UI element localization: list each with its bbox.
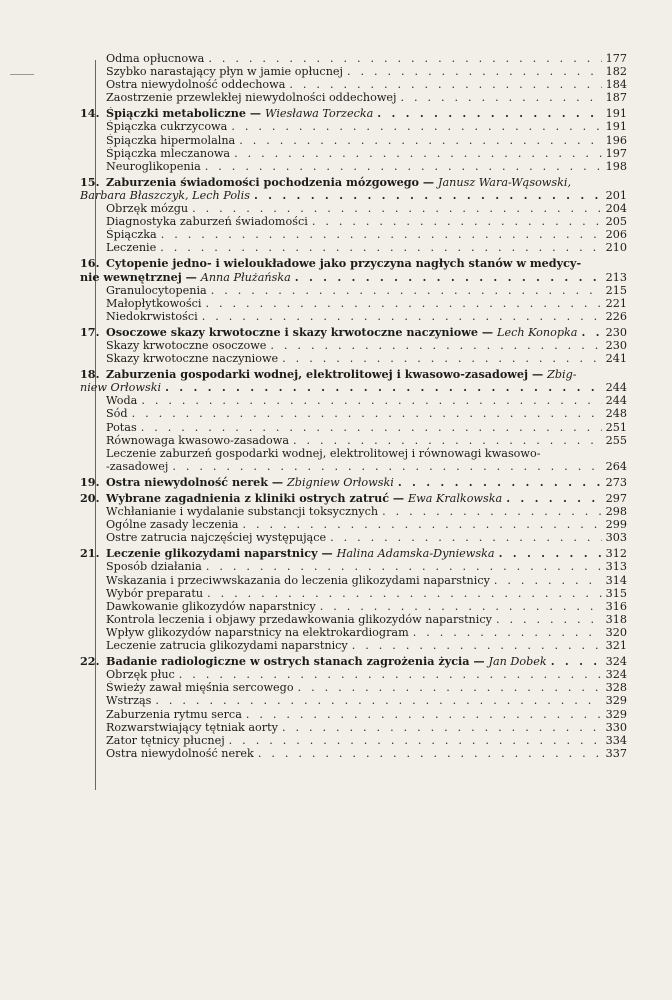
entry-title: Ogólne zasady leczenia <box>106 518 239 532</box>
entry-title: Leczenie <box>106 241 157 255</box>
dot-leader <box>352 639 602 652</box>
chapter-number: 20. <box>80 492 100 505</box>
toc-sub-entry <box>80 407 627 420</box>
entry-title-continued: -zasadowej <box>106 459 169 473</box>
toc-sub-entry <box>80 505 627 518</box>
entry-title: Małopłytkowości <box>106 296 202 310</box>
dot-leader <box>270 339 601 352</box>
dot-leader <box>141 421 602 434</box>
page-number: 204 <box>605 202 627 216</box>
toc-sub-entry <box>80 352 627 365</box>
entry-title: Wchłanianie i wydalanie substancji toksycznych <box>106 505 379 519</box>
toc-sub-entry <box>80 587 627 600</box>
chapter-number: 14. <box>80 107 100 121</box>
toc-sub-entry <box>80 747 627 760</box>
entry-title: Zator tętnicy płucnej <box>106 733 225 747</box>
dot-leader <box>172 460 601 473</box>
dot-leader <box>282 721 602 734</box>
entry-title: Wpływ glikozydów naparstnicy na elektrokardiogram <box>106 625 409 639</box>
entry-title: Wybór preparatu <box>106 586 204 600</box>
dot-leader <box>293 434 602 447</box>
page-number: 298 <box>605 505 627 519</box>
dot-leader <box>298 681 602 694</box>
dot-leader <box>258 747 602 760</box>
dot-leader <box>246 708 602 721</box>
toc-sub-entry <box>80 78 627 91</box>
page-number: 177 <box>605 52 627 65</box>
dot-leader <box>179 668 602 681</box>
chapter-title: Zaburzenia gospodarki wodnej, elektrolitowej i kwasowo-zasadowej — <box>106 368 544 382</box>
toc-sub-entry <box>80 639 627 652</box>
toc-sub-entry <box>80 215 627 228</box>
chapter-heading-continued <box>80 271 291 284</box>
entry-title: Skazy krwotoczne osoczowe <box>106 338 267 352</box>
dot-leader <box>347 65 602 78</box>
page-number: 316 <box>605 599 627 613</box>
toc-chapter-entry <box>80 107 627 120</box>
chapter-author-continued: Anna Płużańska <box>200 270 291 284</box>
page-number: 206 <box>605 228 627 242</box>
page-number: 187 <box>605 91 627 105</box>
toc-sub-entry <box>80 52 627 65</box>
entry-title: Neuroglikopenia <box>106 159 201 173</box>
toc-sub-entry <box>80 600 627 613</box>
entry-title: Niedokrwistości <box>106 309 198 323</box>
toc-sub-entry <box>80 228 627 241</box>
dot-leader <box>202 310 602 323</box>
chapter-heading <box>80 257 581 270</box>
dot-leader <box>398 476 602 489</box>
dot-leader <box>282 352 601 365</box>
toc-sub-entry <box>80 421 627 434</box>
table-of-contents <box>80 52 627 760</box>
toc-sub-entry <box>80 626 627 639</box>
page-number: 329 <box>605 694 627 708</box>
entry-title: Odma opłucnowa <box>106 52 205 65</box>
chapter-author-continued: Barbara Błaszczyk, Lech Polis <box>80 188 250 202</box>
chapter-author: Wiesława Torzecka <box>265 107 374 121</box>
chapter-title: Osoczowe skazy krwotoczne i skazy krwotoczne naczyniowe — <box>106 325 494 339</box>
chapter-heading <box>80 107 373 120</box>
toc-sub-entry <box>80 284 627 297</box>
toc-sub-entry <box>80 613 627 626</box>
chapter-title: Śpiączki metaboliczne — <box>106 107 262 121</box>
entry-title: Śpiączka hipermolalna <box>106 133 236 147</box>
toc-sub-entry <box>80 134 627 147</box>
page-number: 201 <box>605 188 627 202</box>
dot-leader <box>208 52 601 65</box>
page-number: 215 <box>605 283 627 297</box>
toc-chapter-entry <box>80 368 627 381</box>
chapter-title-continued: nie wewnętrznej — <box>80 270 197 284</box>
toc-chapter-entry <box>80 492 627 505</box>
page-number: 226 <box>605 309 627 323</box>
dot-leader <box>401 91 602 104</box>
dot-leader <box>254 189 602 202</box>
chapter-heading-continued <box>80 189 250 202</box>
entry-title: Śpiączka cukrzycowa <box>106 120 228 134</box>
page-number: 320 <box>605 625 627 639</box>
page-number: 330 <box>605 720 627 734</box>
dot-leader <box>377 107 601 120</box>
page-number: 213 <box>605 270 627 284</box>
dot-leader <box>295 271 602 284</box>
entry-title: Granulocytopenia <box>106 283 207 297</box>
page-number: 251 <box>605 420 627 434</box>
chapter-title: Ostra niewydolność nerek — <box>106 475 284 489</box>
chapter-heading <box>80 326 577 339</box>
entry-title: Kontrola leczenia i objawy przedawkowania glikozydów naparstnicy <box>106 612 492 626</box>
toc-sub-entry <box>80 694 627 707</box>
toc-sub-entry <box>80 560 627 573</box>
entry-title: Śpiączka mleczanowa <box>106 146 231 160</box>
chapter-heading <box>80 655 547 668</box>
page-number: 184 <box>605 78 627 92</box>
toc-sub-entry <box>80 518 627 531</box>
page-number: 324 <box>605 668 627 682</box>
toc-sub-entry <box>80 160 627 173</box>
chapter-heading <box>80 476 394 489</box>
entry-title: Ostra niewydolność nerek <box>106 746 254 760</box>
chapter-number: 15. <box>80 175 100 189</box>
page-number: 230 <box>605 338 627 352</box>
entry-title: Obrzęk mózgu <box>106 202 189 216</box>
toc-sub-entry <box>80 297 627 310</box>
entry-title: Śpiączka <box>106 228 157 242</box>
entry-title: Obrzęk płuc <box>106 668 175 682</box>
chapter-number: 19. <box>80 475 100 489</box>
chapter-author: Zbigniew Orłowski <box>287 475 394 489</box>
toc-sub-entry <box>80 394 627 407</box>
chapter-number: 16. <box>80 257 100 271</box>
dot-leader <box>160 241 601 254</box>
chapter-title: Zaburzenia świadomości pochodzenia mózgowego — <box>106 175 435 189</box>
page-number: 303 <box>605 531 627 545</box>
dot-leader <box>330 531 602 544</box>
toc-sub-entry <box>80 708 627 721</box>
dot-leader <box>234 147 602 160</box>
page-number: 255 <box>605 433 627 447</box>
chapter-author: Ewa Kralkowska <box>408 492 503 505</box>
toc-sub-entry <box>80 91 627 104</box>
toc-chapter-entry <box>80 326 627 339</box>
page-number: 230 <box>605 325 627 339</box>
chapter-title: Cytopenie jedno- i wieloukładowe jako przyczyna nagłych stanów w medycy- <box>106 257 582 271</box>
dot-leader <box>494 574 602 587</box>
dot-leader <box>229 734 602 747</box>
entry-title: Wskazania i przeciwwskazania do leczenia glikozydami naparstnicy <box>106 573 490 587</box>
dot-leader <box>205 160 602 173</box>
toc-chapter-entry <box>80 547 627 560</box>
page-number: 299 <box>605 518 627 532</box>
toc-sub-entry <box>80 574 627 587</box>
toc-sub-entry <box>80 721 627 734</box>
chapter-heading-continued <box>80 381 161 394</box>
page-number: 324 <box>605 655 627 669</box>
dot-leader <box>413 626 602 639</box>
dot-leader <box>192 202 602 215</box>
dot-leader <box>165 381 602 394</box>
toc-sub-entry <box>80 434 627 447</box>
page-number: 196 <box>605 133 627 147</box>
entry-title: Leczenie zatrucia glikozydami naparstnicy <box>106 639 348 653</box>
entry-title: Rozwarstwiający tętniak aorty <box>106 720 278 734</box>
dot-leader <box>206 297 602 310</box>
dot-leader <box>551 655 602 668</box>
page-number: 273 <box>605 475 627 489</box>
entry-title: Ostra niewydolność oddechowa <box>106 78 286 92</box>
dot-leader <box>207 587 602 600</box>
page-number: 205 <box>605 215 627 229</box>
page-number: 241 <box>605 352 627 366</box>
chapter-heading <box>80 368 577 381</box>
page-number: 191 <box>605 107 627 121</box>
entry-title: Ostre zatrucia najczęściej występujące <box>106 531 327 545</box>
entry-title: Zaostrzenie przewlekłej niewydolności oddechowej <box>106 91 397 105</box>
dot-leader <box>132 407 602 420</box>
chapter-number: 21. <box>80 547 100 561</box>
dot-leader <box>155 694 601 707</box>
page-number: 329 <box>605 707 627 721</box>
dot-leader <box>506 492 601 505</box>
chapter-title: Wybrane zagadnienia z kliniki ostrych zatruć — <box>106 492 405 505</box>
page-number: 210 <box>605 241 627 255</box>
toc-chapter-entry-continued <box>80 189 627 202</box>
entry-title: Sposób działania <box>106 560 202 574</box>
toc-chapter-entry <box>80 176 627 189</box>
entry-title: Wstrząs <box>106 694 152 708</box>
page-number: 182 <box>605 65 627 79</box>
toc-sub-entry <box>80 241 627 254</box>
toc-chapter-entry <box>80 655 627 668</box>
page-number: 244 <box>605 381 627 395</box>
page-number: 244 <box>605 394 627 408</box>
toc-sub-entry <box>80 147 627 160</box>
dot-leader <box>141 394 601 407</box>
chapter-author: Lech Konopka <box>497 325 578 339</box>
chapter-number: 18. <box>80 368 100 382</box>
page-number: 313 <box>605 560 627 574</box>
page-number: 191 <box>605 120 627 134</box>
chapter-author: Janusz Wara-Wąsowski, <box>438 175 572 189</box>
page-number: 221 <box>605 296 627 310</box>
entry-title: Diagnostyka zaburzeń świadomości <box>106 215 308 229</box>
page-number: 315 <box>605 586 627 600</box>
entry-title: Potas <box>106 420 137 434</box>
entry-title: Sód <box>106 407 128 421</box>
entry-title: Dawkowanie glikozydów naparstnicy <box>106 599 316 613</box>
chapter-author-continued: niew Orłowski <box>80 381 162 395</box>
toc-sub-entry <box>80 447 627 460</box>
dot-leader <box>242 518 601 531</box>
page-number: 297 <box>605 492 627 505</box>
toc-sub-entry <box>80 202 627 215</box>
entry-title: Równowaga kwasowo-zasadowa <box>106 433 290 447</box>
margin-mark <box>10 74 34 75</box>
toc-sub-entry-continued <box>80 460 627 473</box>
dot-leader <box>382 505 602 518</box>
toc-chapter-entry <box>80 476 627 489</box>
toc-sub-entry <box>80 65 627 78</box>
dot-leader <box>239 134 601 147</box>
toc-sub-entry <box>80 734 627 747</box>
toc-sub-entry <box>80 310 627 323</box>
page-number: 198 <box>605 159 627 173</box>
page-number: 318 <box>605 612 627 626</box>
toc-sub-entry <box>80 120 627 133</box>
toc-chapter-entry-continued <box>80 381 627 394</box>
dot-leader <box>496 613 602 626</box>
toc-sub-entry <box>80 531 627 544</box>
dot-leader <box>289 78 601 91</box>
toc-sub-entry <box>80 681 627 694</box>
toc-chapter-entry <box>80 257 627 270</box>
chapter-title: Leczenie glikozydami naparstnicy — <box>106 547 333 561</box>
chapter-author: Zbig- <box>547 368 577 382</box>
dot-leader <box>312 215 602 228</box>
dot-leader <box>211 284 602 297</box>
page-number: 337 <box>605 746 627 760</box>
page-number: 264 <box>605 459 627 473</box>
chapter-author: Jan Dobek <box>488 655 547 669</box>
entry-title: Szybko narastający płyn w jamie opłucnej <box>106 65 343 79</box>
dot-leader <box>231 120 601 133</box>
dot-leader <box>206 560 602 573</box>
dot-leader <box>499 547 602 560</box>
entry-title: Skazy krwotoczne naczyniowe <box>106 352 279 366</box>
entry-title: Woda <box>106 394 138 408</box>
page-number: 334 <box>605 733 627 747</box>
page-number: 314 <box>605 573 627 587</box>
toc-sub-entry <box>80 668 627 681</box>
chapter-title: Badanie radiologiczne w ostrych stanach zagrożenia życia — <box>106 655 485 669</box>
chapter-number: 17. <box>80 325 100 339</box>
entry-title: Leczenie zaburzeń gospodarki wodnej, elektrolitowej i równowagi kwasowo- <box>106 446 541 460</box>
chapter-heading <box>80 492 502 505</box>
chapter-number: 22. <box>80 655 100 669</box>
entry-title: Świeży zawał mięśnia sercowego <box>106 681 294 695</box>
dot-leader <box>161 228 602 241</box>
page-number: 328 <box>605 681 627 695</box>
chapter-author: Halina Adamska-Dyniewska <box>336 547 495 561</box>
page-number: 248 <box>605 407 627 421</box>
toc-sub-entry <box>80 339 627 352</box>
page-number: 321 <box>605 639 627 653</box>
page-number: 197 <box>605 146 627 160</box>
dot-leader <box>320 600 602 613</box>
chapter-heading <box>80 176 571 189</box>
chapter-heading <box>80 547 495 560</box>
dot-leader <box>581 326 601 339</box>
page-number: 312 <box>605 547 627 561</box>
toc-chapter-entry-continued <box>80 271 627 284</box>
entry-title: Zaburzenia rytmu serca <box>106 707 242 721</box>
